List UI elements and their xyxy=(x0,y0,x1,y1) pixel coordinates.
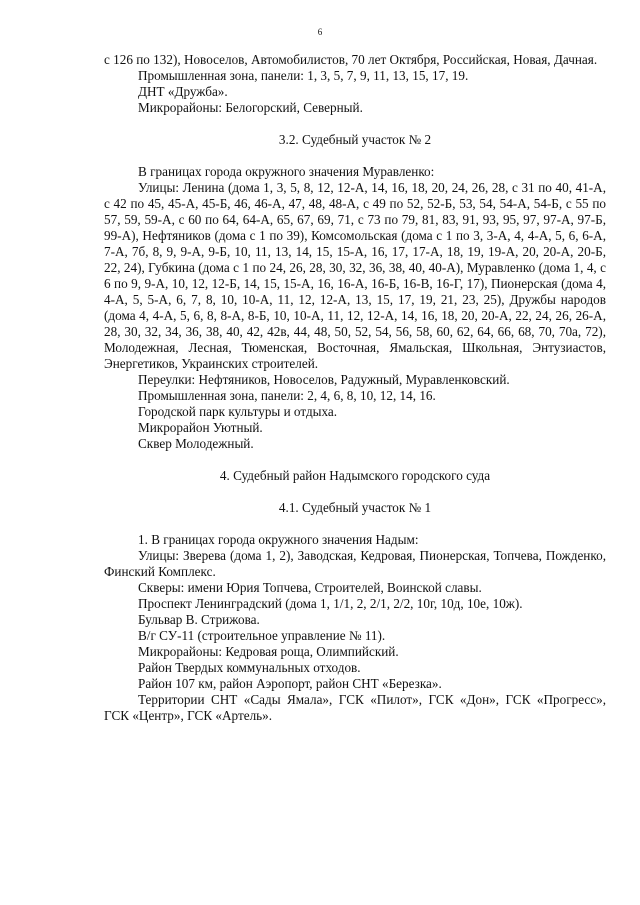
squares-line: Скверы: имени Юрия Топчева, Строителей, Воинской славы. xyxy=(138,580,482,595)
page-number: 6 xyxy=(317,27,323,37)
microdistricts-nadym: Микрорайоны: Кедровая роща, Олимпийский. xyxy=(138,644,399,659)
muravlenko-bounds: В границах города окружного значения Муравленко: xyxy=(138,164,435,179)
continuation-paragraph: с 126 по 132), Новоселов, Автомобилистов, 70 лет Октября, Российская, Новая, Дачная. xyxy=(104,52,598,67)
nadym-bounds: 1. В границах города окружного значения Надым: xyxy=(138,532,419,547)
solid-waste-district: Район Твердых коммунальных отходов. xyxy=(138,660,361,675)
military-town-line: В/г СУ-11 (строительное управление № 11). xyxy=(138,628,386,643)
dnt-line: ДНТ «Дружба». xyxy=(138,84,228,99)
boulevard-line: Бульвар В. Стрижова. xyxy=(138,612,260,627)
park-line: Городской парк культуры и отдыха. xyxy=(138,404,338,419)
section-heading-4: 4. Судебный район Надымского городского суда xyxy=(219,468,491,483)
km107-line: Район 107 км, район Аэропорт, район СНТ «Березка». xyxy=(138,676,442,691)
nadym-streets: Улицы: Зверева (дома 1, 2), Заводская, Кедровая, Пионерская, Топчева, Пожденко, Финский Комплекс. xyxy=(104,548,606,579)
microdistrict-uyutny: Микрорайон Уютный. xyxy=(138,420,263,435)
prospect-line: Проспект Ленинградский (дома 1, 1/1, 2, 2/1, 2/2, 10г, 10д, 10е, 10ж). xyxy=(138,596,523,611)
industrial-zone-1: Промышленная зона, панели: 1, 3, 5, 7, 9, 11, 13, 15, 17, 19. xyxy=(138,68,469,83)
section-heading-4-1: 4.1. Судебный участок № 1 xyxy=(278,500,432,515)
square-molodezhny: Сквер Молодежный. xyxy=(138,436,254,451)
microdistricts-1: Микрорайоны: Белогорский, Северный. xyxy=(138,100,363,115)
territories-line: Территории СНТ «Сады Ямала», ГСК «Пилот», ГСК «Дон», ГСК «Прогресс», ГСК «Центр», ГСК «Артель». xyxy=(104,692,606,723)
lanes-line: Переулки: Нефтяников, Новоселов, Радужный, Муравленковский. xyxy=(138,372,510,387)
muravlenko-streets: Улицы: Ленина (дома 1, 3, 5, 8, 12, 12-А, 14, 16, 18, 20, 24, 26, 28, с 31 по 40, 41-А, с 42 по 45, 45-А, 45-Б, 46, 46-А, 47, 48, 48-А, с 49 по 52, 52-Б, 53, 54, 54-А, 54-Б, с 55 по 57, 59, 59-А, с 60 по 64, 64-А, 65, 67, 69, 71, с 73 по 79, 81, 83, 91, 93, 95, 97, 97-А, 97-Б, 99-А), Нефтяников (дома с 1 по 39), Комсомольская (дома с 1 по 3, 3-А, 4, 4-А, 5, 6, 6-А, 7-А, 7б, 8, 9, 9-А, 9-Б, 10, 11, 13, 14, 15, 15-А, 16, 17, 17-А, 18, 19, 19-А, 20, 20-А, 20-Б, 22, 24), Губкина (дома с 1 по 24, 26, 28, 30, 32, 36, 38, 40, 40-А), Муравленко (дома 1, 4, с 6 по 9, 9-А, 10, 12, 12-Б, 14, 15, 15-А, 16, 16-А, 16-Б, 16-В, 16-Г, 17), Пионерская (дома 4, 4-А, 5, 5-А, 6, 7, 8, 10, 10-А, 11, 12, 12-А, 13, 15, 17, 19, 21, 23, 25), Дружбы народов (дома 4, 4-А, 5, 6, 8, 8-А, 8-Б, 10, 10-А, 11, 12, 12-А, 14, 16, 18, 20, 20-А, 22, 24, 26, 26-А, 28, 30, 32, 34, 36, 38, 40, 42, 42в, 44, 48, 50, 52, 54, 56, 58, 60, 62, 64, 66, 68, 70, 70а, 72), Молодежная, Лесная, Тюменская, Восточная, Ямальская, Школьная, Энтузиастов, Энергетиков, Украинских строителей. xyxy=(104,180,606,371)
document-body xyxy=(104,52,606,724)
industrial-zone-2: Промышленная зона, панели: 2, 4, 6, 8, 10, 12, 14, 16. xyxy=(138,388,436,403)
section-heading-3-2: 3.2. Судебный участок № 2 xyxy=(278,132,432,147)
